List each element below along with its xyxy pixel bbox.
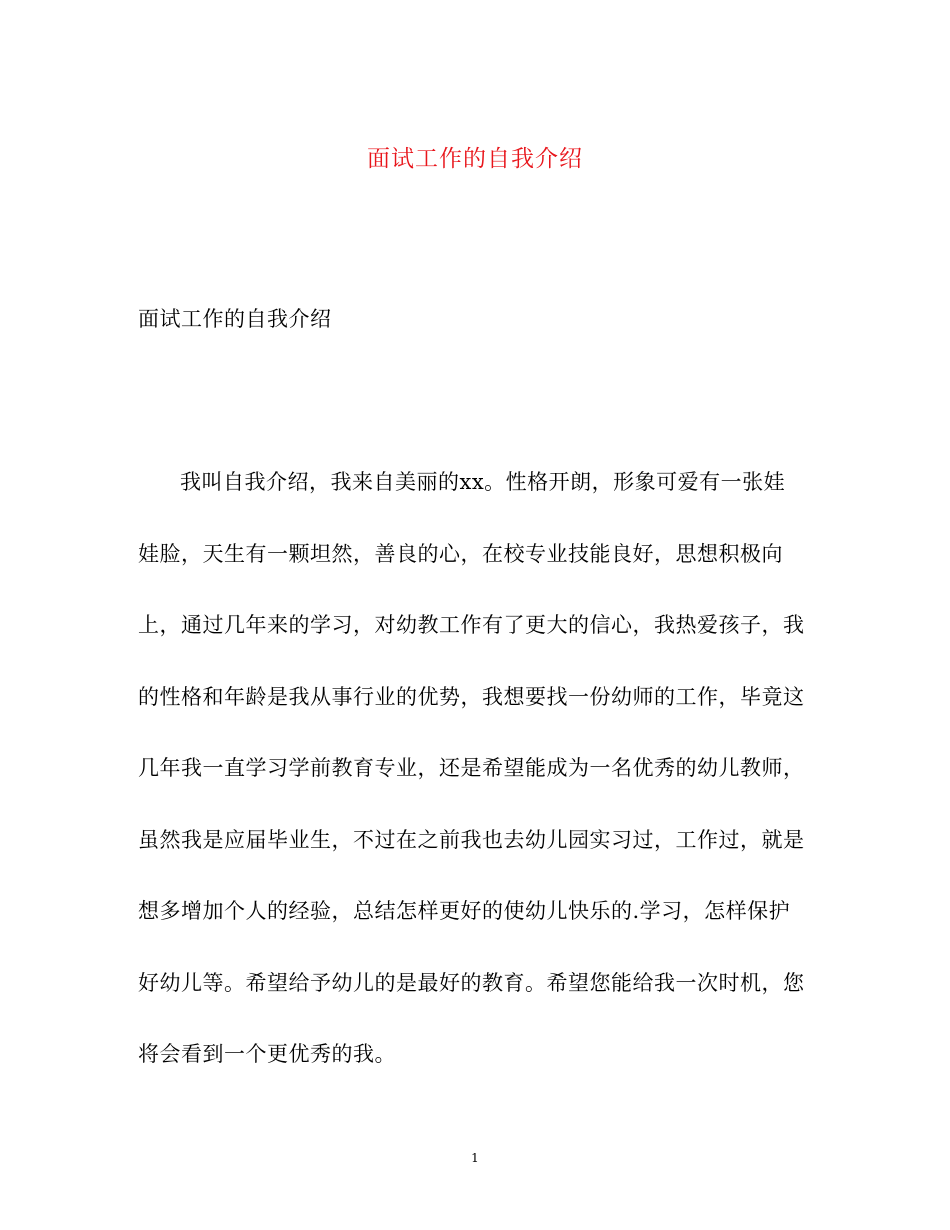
- document-title: 面试工作的自我介绍: [367, 146, 583, 172]
- body-line: 几年我一直学习学前教育专业，还是希望能成为一名优秀的幼儿教师，: [138, 756, 805, 780]
- document-subtitle: 面试工作的自我介绍: [138, 307, 332, 331]
- body-line: 想多增加个人的经验，总结怎样更好的使幼儿快乐的.学习，怎样保护: [138, 899, 791, 923]
- body-line: 虽然我是应届毕业生，不过在之前我也去幼儿园实习过，工作过，就是: [138, 827, 805, 852]
- body-line: 上，通过几年来的学习，对幼教工作有了更大的信心，我热爱孩子，我: [138, 613, 805, 637]
- body-line: 好幼儿等。希望给予幼儿的是最好的教育。希望您能给我一次时机，您: [138, 970, 805, 995]
- body-line: 我叫自我介绍，我来自美丽的xx。性格开朗，形象可爱有一张娃: [180, 470, 786, 494]
- body-paragraph: [138, 447, 814, 1091]
- body-line: 将会看到一个更优秀的我。: [138, 1042, 396, 1066]
- body-line: 的性格和年龄是我从事行业的优势，我想要找一份幼师的工作，毕竟这: [138, 684, 805, 709]
- body-line: 娃脸，天生有一颗坦然，善良的心，在校专业技能良好，思想积极向: [138, 541, 783, 566]
- page-number: 1: [471, 1151, 479, 1165]
